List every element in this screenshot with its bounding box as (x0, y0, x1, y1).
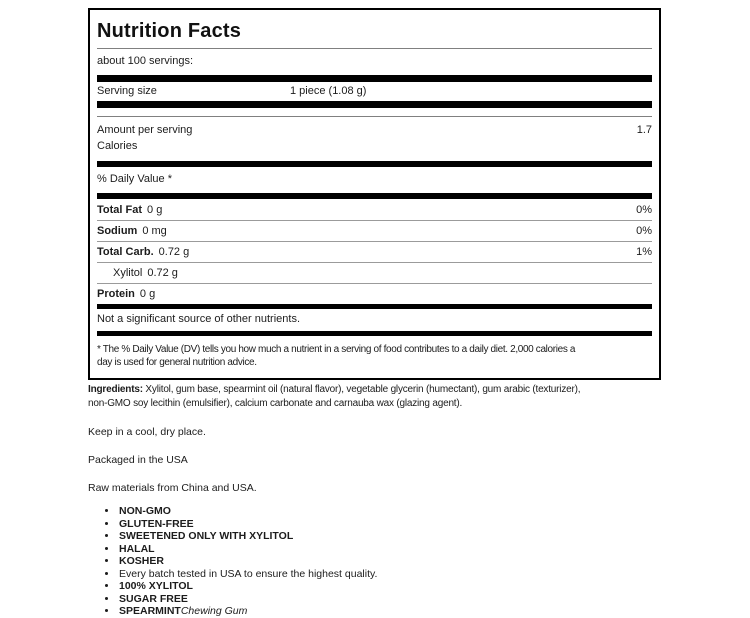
nutrient-daily-value: 0% (636, 225, 652, 237)
nutrient-row (97, 220, 652, 241)
serving-size-value: 1 piece (1.08 g) (290, 85, 367, 97)
feature-item: • GLUTEN-FREE (118, 518, 688, 531)
nutrient-daily-value: 1% (636, 246, 652, 258)
calories-label: Calories (97, 140, 138, 152)
servings-note: about 100 servings: (97, 55, 194, 67)
thick-divider (97, 75, 652, 82)
feature-item: • Every batch tested in USA to ensure the highest quality. (118, 568, 688, 581)
ingredients-paragraph (88, 383, 688, 411)
calories-value: 1.7 (636, 124, 652, 136)
thick-divider (97, 101, 652, 108)
nutrient-table (97, 199, 652, 304)
feature-item: • SUGAR FREE (118, 593, 688, 606)
not-significant-note: Not a significant source of other nutrients. (97, 313, 300, 325)
nutrient-row (97, 199, 652, 220)
feature-item: • KOSHER (118, 555, 688, 568)
daily-value-footnote (97, 343, 652, 369)
feature-item-italic-part: Chewing Gum (180, 605, 248, 617)
nutrient-row (97, 262, 652, 283)
nutrient-amount: 0.72 g (158, 246, 190, 258)
ingredients-text-line-1: Xylitol, gum base, spearmint oil (natural flavor), vegetable glycerin (humectant), gum arabic (texturizer), (145, 384, 581, 395)
footnote-line-1: * The % Daily Value (DV) tells you how much a nutrient in a serving of food contributes to a daily diet. 2,000 calories a (97, 344, 576, 355)
feature-item: • NON-GMO (118, 505, 688, 518)
nutrient-row (97, 241, 652, 262)
raw-materials-note: Raw materials from China and USA. (88, 482, 257, 494)
ingredients-text-line-2: non-GMO soy lecithin (emulsifier), calcium carbonate and carnauba wax (glazing agent). (88, 398, 463, 409)
amount-per-serving-row (97, 117, 652, 138)
product-details (88, 383, 688, 618)
footnote-line-2: day is used for general nutrition advice. (97, 357, 257, 368)
amount-per-serving-label: Amount per serving (97, 124, 193, 136)
nutrient-amount: 0.72 g (147, 267, 178, 279)
storage-note: Keep in a cool, dry place. (88, 426, 206, 438)
ingredients-label: Ingredients: (88, 384, 143, 395)
nutrient-daily-value: 0% (636, 203, 652, 216)
serving-size-row (97, 82, 652, 101)
nutrient-name: Total Carb. (97, 246, 154, 258)
nutrition-facts-panel (88, 8, 661, 380)
thick-divider (97, 331, 652, 336)
nutrient-amount: 0 g (139, 288, 156, 300)
packaged-note: Packaged in the USA (88, 454, 188, 466)
features-list (88, 505, 688, 618)
feature-item: • HALAL (118, 543, 688, 556)
feature-item-bold-part: SPEARMINT (119, 605, 181, 617)
nutrient-name: Xylitol (113, 267, 143, 279)
feature-item: • 100% XYLITOL (118, 580, 688, 593)
nutrient-name: Total Fat (97, 203, 143, 216)
daily-value-header: % Daily Value * (97, 173, 172, 185)
feature-item (118, 605, 688, 618)
nutrient-name: Protein (97, 288, 135, 300)
serving-size-label: Serving size (97, 85, 157, 97)
nutrient-row (97, 283, 652, 304)
nutrient-name: Sodium (97, 225, 138, 237)
panel-title: Nutrition Facts (97, 20, 242, 42)
feature-item: • SWEETENED ONLY WITH XYLITOL (118, 530, 688, 543)
nutrient-amount: 0 mg (142, 225, 167, 237)
nutrient-amount: 0 g (147, 203, 163, 216)
